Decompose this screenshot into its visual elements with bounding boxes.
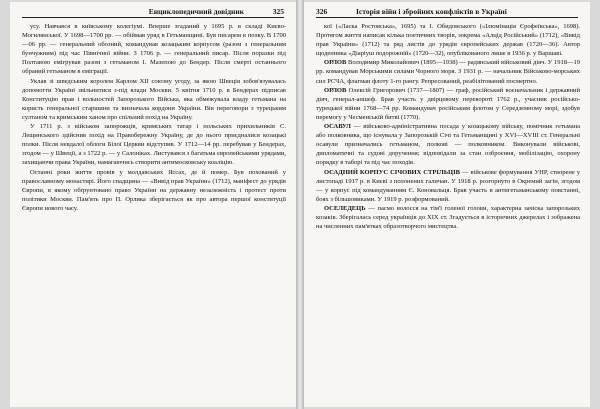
left-page-header — [22, 6, 284, 18]
left-running-title: Енциклопедичний довідник — [148, 7, 244, 16]
entry-headword: ОСАДНИЙ КОРПУС СІЧОВИХ СТРІЛЬЦІВ — [324, 168, 460, 176]
book-gutter — [296, 0, 304, 409]
entry — [316, 86, 580, 122]
entry — [316, 58, 580, 85]
entry-headword: ОСЕЛЕДЕЦЬ — [324, 204, 366, 212]
entry-text: Володимир Миколайович (1895—1938) — радянський військовий діяч. У 1918—19 рр. командував Морськими силами Чорного моря. З 1931 р. — начальник Військово-морських сил РСЧА, флагман флоту 1-го рангу. Репресований, реабілітований посмертно. — [316, 59, 580, 85]
right-page-number: 326 — [316, 7, 328, 16]
entry-headword: ОРЛОВ — [324, 86, 347, 94]
paragraph: У 1711 р. з військом запорожців, кримських татар і польських прихильників С. Лещинського здійснив похід на Правобережну Україну, де до нього приєдналися козацькі полки. Після невдалої облоги Білої Церкви відступив. У 1712—14 рр. перебував у Бендерах, згодом — у Швеції, а з 1722 р. — у Салоніках. Листувався з багатьма європейськими урядами, захищаючи права України, намагаючись створити антимосковську коаліцію. — [22, 123, 286, 167]
header-rule — [22, 17, 284, 18]
entry-headword: ОСАВУЛ — [324, 123, 351, 131]
right-page — [304, 2, 590, 407]
left-page-number: 325 — [272, 7, 284, 16]
right-page-header — [316, 6, 578, 18]
entry-text: Олексій Григорович (1737—1807) — граф, російський воєначальник і державний діяч, генерал-аншеф. Брав участь у двірцевому перевороті 1762 р., учасник російсько-турецької війни 1768—74 рр. Командувач російським флотом у Середземному морі, здобув перемогу у Чесменській битві (1770). — [316, 86, 580, 121]
entry — [316, 204, 580, 231]
left-page-body — [22, 22, 286, 401]
entry — [316, 122, 580, 167]
entry-headword: ОРЛОВ — [324, 59, 347, 67]
entry — [316, 168, 580, 204]
left-page — [10, 2, 296, 407]
header-rule — [316, 17, 578, 18]
right-running-title: Історія війн і збройних конфліктів в Україні — [356, 7, 507, 16]
paragraph: Уклав зі шведським королем Карлом XII союзну угоду, за якою Швеція зобов'язувалась допомогти Україні звільнитися з-під влади Москви. 5 квітня 1710 р. в Бендерах підписав Конституцію прав і вольностей Запорозького Війська, яка обмежувала владу гетьмана на користь генеральної старшини та визначала кордони України. Вів переговори з турецьким султаном та кримським ханом про спільний похід на Україну. — [22, 77, 286, 121]
entry-text: — військово-адміністративна посада у козацькому війську, помічник гетьмана або полковника, що існувала у Запорозькій Січі та Гетьманщині у XVI—XVIII ст. Генеральні осавули призначались гетьманом, полкові — полковником. Виконували військові, дипломатичні та судові доручення; відповідали за стан озброєння, мобілізацію, охорону порядку в таборі та під час походів. — [316, 123, 580, 167]
paragraph: Останні роки життя провів у молдавських Яссах, де й помер. Був похований у православному монастирі. Його спадщина — «Вивід прав України» (1712), маніфест до урядів Європи, в якому обґрунтовано право України на державну незалежність і протест проти політики Москви. Пам'ять про П. Орлика зберігається як про автора першої конституції Європи нового часу. — [22, 168, 286, 212]
right-page-body — [316, 22, 580, 401]
entry-continuation — [316, 22, 580, 58]
entry-text: — військове формування УНР, створене у листопаді 1917 р. в Києві з полонених галичан. У 1918 р. розгорнуто в Окремий загін, згодом — у корпус під командуванням Є. Коновальця. Брав участь в антигетьманському повстанні, боях з більшовиками. У 1919 р. розформований. — [316, 168, 580, 203]
entry-text: — пасмо волосся на тім'ї голеної голови, характерна зачіска запорозьких козаків. Зберігалась серед українців до XIX ст. Згадується в історичних джерелах і зображена на численних пам'ятках образотворчого мистецтва. — [316, 204, 580, 231]
paragraph: усу. Навчався в київському колегіумі. Вперше згаданий у 1695 р. в складі Києво-Могилянської. У 1698—1700 рр. — обіймав уряд в Гетьманщині. Був писарем в полку. В 1700—06 рр. — генеральний обозний, командував козацьким корпусом (разом з генеральним бунчужним) під час Північної війни. З 1706 р. — генеральний писар. Після поразки під Полтавою емігрував разом з гетьманом І. Мазепою до Бендер. Після смерті останнього обраний гетьманом в еміграції. — [22, 23, 286, 76]
entry-text: кої («Ласка Ростовська», 1695) та І. Обидовського («Ілюмінація Єрофеївська», 1698). Протягом життя написав кілька поетичних творів, зокрема «Алцід Російський» (1712), «Вивід прав України» (1712) та ряд листів до урядів європейських держав (1720—36). Автор щоденника «Діаріуш подорожній» (1720—32), опублікованого лише в 1936 р. у Варшаві. — [316, 23, 580, 58]
